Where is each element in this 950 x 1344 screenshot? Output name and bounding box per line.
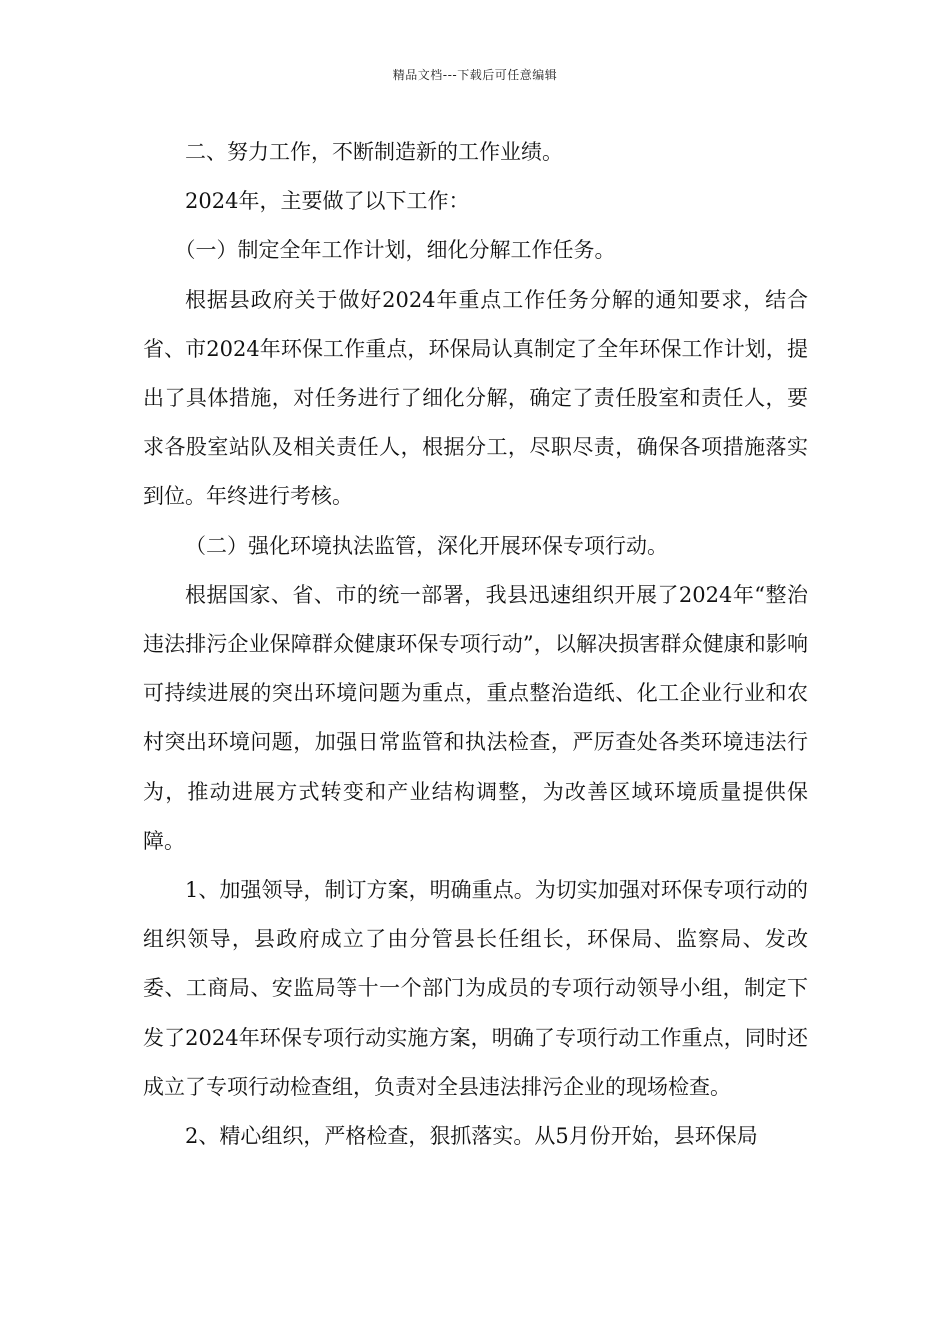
paragraph: （二）强化环境执法监管，深化开展环保专项行动。	[185, 533, 668, 558]
document-body	[143, 128, 808, 1161]
page-header: 精品文档---下载后可任意编辑	[392, 68, 558, 82]
paragraph: 2、精心组织，严格检查，狠抓落实。从5月份开始，县环保局	[185, 1124, 758, 1149]
paragraph: 根据县政府关于做好2024年重点工作任务分解的通知要求，结合省、市2024年环保工作重点，环保局认真制定了全年环保工作计划，提出了具体措施，对任务进行了细化分解，确定了责任股室和责任人，要求各股室站队及相关责任人，根据分工，尽职尽责，确保各项措施落实到位。年终进行考核。	[143, 287, 808, 509]
paragraph: 根据国家、省、市的统一部署，我县迅速组织开展了2024年“整治违法排污企业保障群众健康环保专项行动”，以解决损害群众健康和影响可持续进展的突出环境问题为重点，重点整治造纸、化工企业行业和农村突出环境问题，加强日常监管和执法检查，严厉查处各类环境违法行为，推动进展方式转变和产业结构调整，为改善区域环境质量提供保障。	[143, 582, 808, 853]
paragraph: （一）制定全年工作计划，细化分解工作任务。	[174, 238, 616, 263]
paragraph: 二、努力工作，不断制造新的工作业绩。	[185, 140, 563, 164]
paragraph: 1、加强领导，制订方案，明确重点。为切实加强对环保专项行动的组织领导，县政府成立了由分管县长任组长，环保局、监察局、发改委、工商局、安监局等十一个部门为成员的专项行动领导小组，制定下发了2024年环保专项行动实施方案，明确了专项行动工作重点，同时还成立了专项行动检查组，负责对全县违法排污企业的现场检查。	[143, 878, 808, 1099]
paragraph: 2024年，主要做了以下工作：	[185, 189, 470, 214]
